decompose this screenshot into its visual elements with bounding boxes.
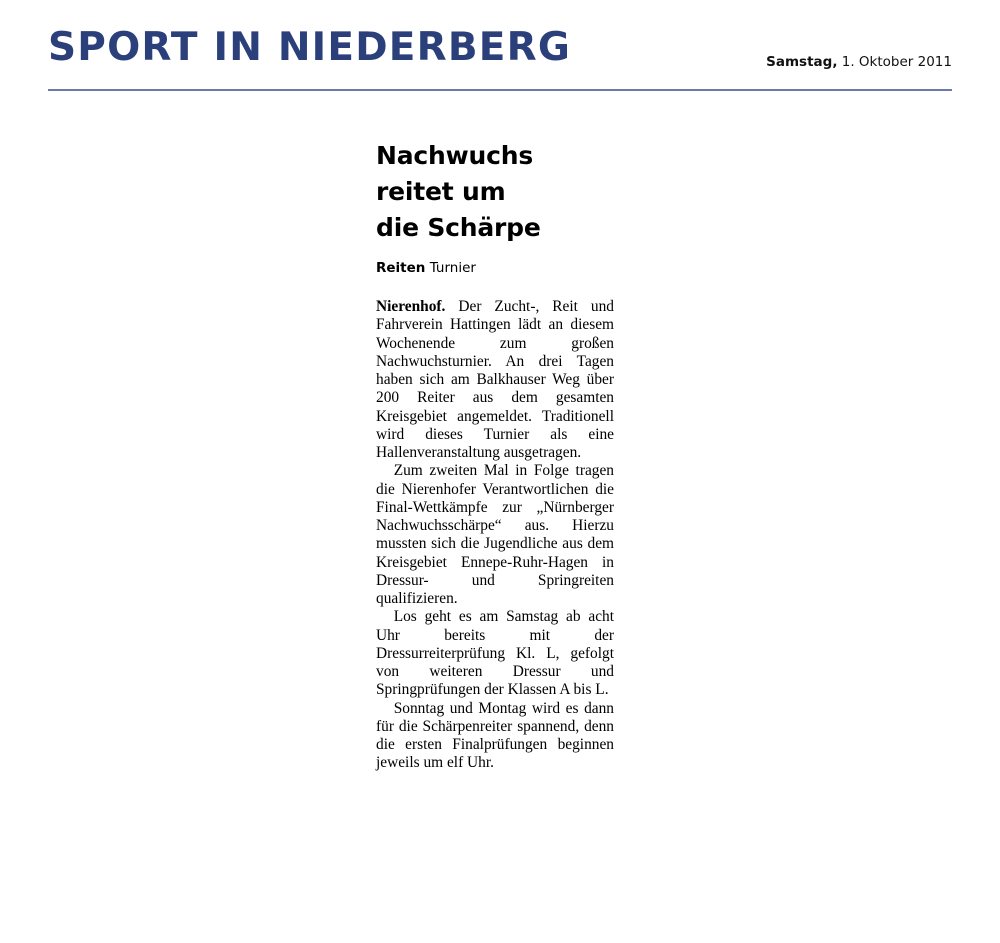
article-body — [376, 298, 614, 773]
kicker-category: Reiten — [376, 260, 426, 276]
masthead-title: SPORT IN NIEDERBERG — [48, 25, 572, 70]
article — [376, 138, 614, 773]
masthead-divider — [48, 89, 952, 91]
headline-line-2: reitet um — [376, 177, 506, 206]
masthead — [48, 25, 952, 90]
article-paragraph-1-text: Der Zucht-, Reit und Fahrverein Hattingen lädt an diesem Wochenende zum großen Nachwuchsturnier. An drei Tagen haben sich am Balkhauser Weg über 200 Reiter aus dem gesamten Kreisgebiet angemeldet. Traditionell wird dieses Turnier als eine Hallenveranstaltung ausgetragen. — [376, 298, 614, 462]
masthead-date-rest: 1. Oktober 2011 — [837, 54, 952, 70]
article-kicker — [376, 260, 614, 276]
masthead-date-weekday: Samstag, — [766, 54, 838, 70]
headline-line-3: die Schärpe — [376, 213, 541, 242]
article-paragraph-2: Zum zweiten Mal in Folge tragen die Nierenhofer Verantwortlichen die Final-Wettkämpfe zur „Nürnberger Nachwuchsschärpe“ aus. Hierzu mussten sich die Jugendliche aus dem Kreisgebiet Ennepe-Ruhr-Hagen in Dressur- und Springreiten qualifizieren. — [376, 462, 614, 608]
headline-line-1: Nachwuchs — [376, 141, 534, 170]
article-paragraph-1 — [376, 298, 614, 462]
kicker-subject: Turnier — [425, 260, 476, 276]
article-paragraph-3: Los geht es am Samstag ab acht Uhr bereits mit der Dressurreiterprüfung Kl. L, gefolgt von weiteren Dressur und Springprüfungen der Klassen A bis L. — [376, 608, 614, 699]
article-paragraph-4: Sonntag und Montag wird es dann für die Schärpenreiter spannend, denn die ersten Finalprüfungen beginnen jeweils um elf Uhr. — [376, 699, 614, 772]
article-dateline: Nierenhof. — [376, 298, 446, 316]
masthead-date — [766, 54, 952, 70]
page-title — [376, 138, 614, 246]
